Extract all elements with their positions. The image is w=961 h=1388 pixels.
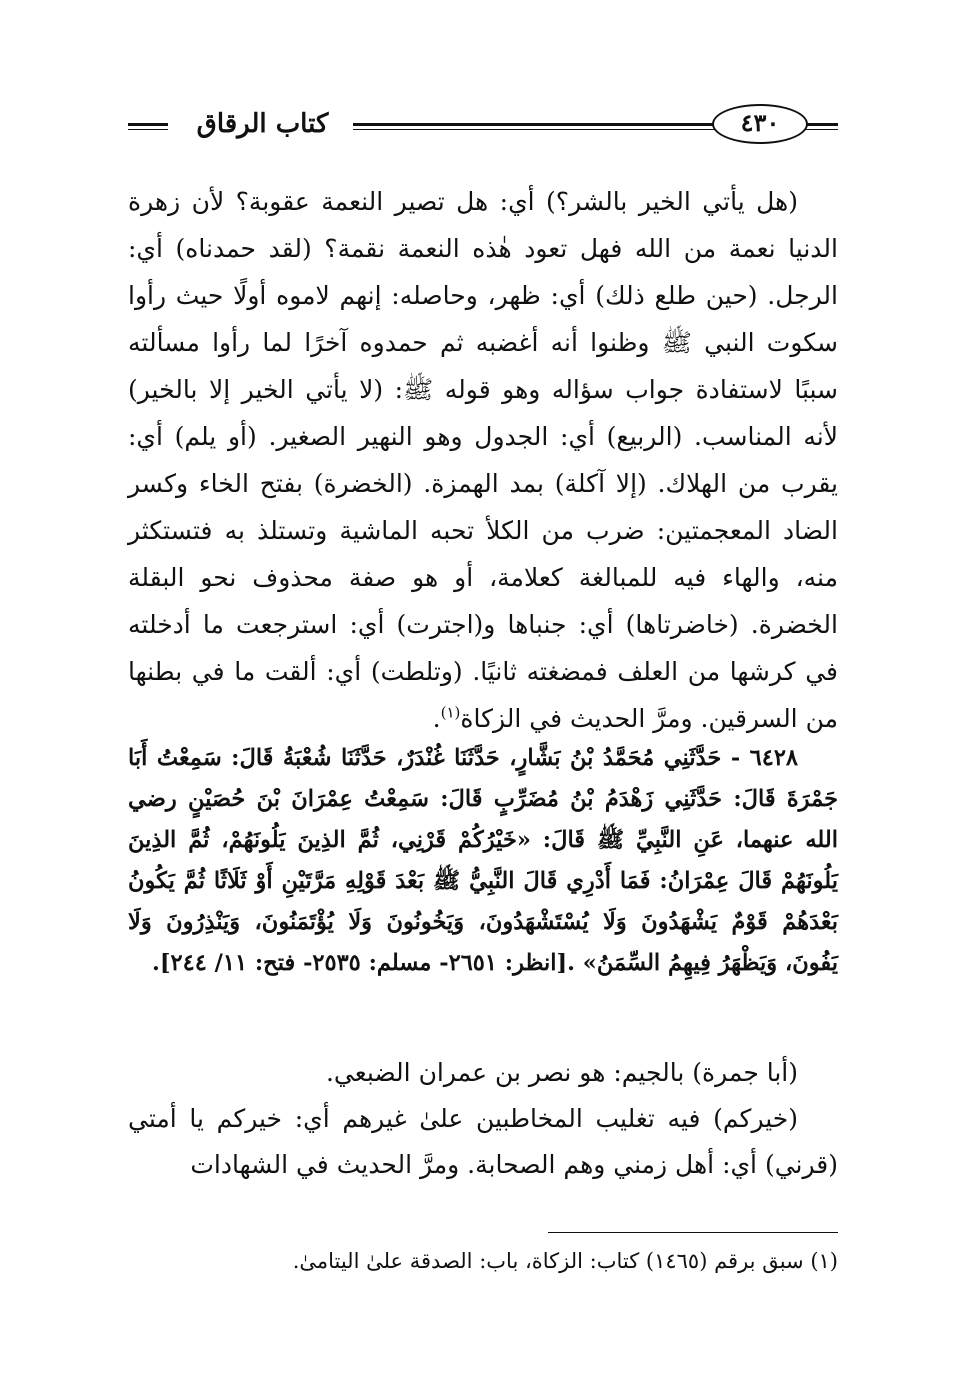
page-header [128, 100, 838, 160]
commentary-section [128, 1050, 838, 1188]
hadith-text [128, 738, 838, 984]
commentary-end: . [432, 704, 441, 733]
footnote-divider [548, 1232, 838, 1233]
hadith-paragraph: ٦٤٢٨ - حَدَّثَنِي مُحَمَّدُ بْنُ بَشَّارٍ، حَدَّثَنَا غُنْدَرٌ، حَدَّثَنَا شُعْبَةُ قَالَ: سَمِعْتُ أَبَا جَمْرَةَ قَالَ: حَدَّثَنِي زَهْدَمُ بْنُ مُضَرِّبٍ قَالَ: سَمِعْتُ عِمْرَانَ بْنَ حُصَيْنٍ رضي الله عنهما، عَنِ النَّبِيِّ ﷺ قَالَ: «خَيْرُكُمْ قَرْنِي، ثُمَّ الذِينَ يَلُونَهُمْ، ثُمَّ الذِينَ يَلُونَهُمْ قَالَ عِمْرَانُ: فَمَا أَدْرِي قَالَ النَّبِيُّ ﷺ بَعْدَ قَوْلِهِ مَرَّتَيْنِ أَوْ ثَلَاثًا ثُمَّ يَكُونُ بَعْدَهُمْ قَوْمٌ يَشْهَدُونَ وَلَا يُسْتَشْهَدُونَ، وَيَخُونُونَ وَلَا يُؤْتَمَنُونَ، وَيَنْذِرُونَ وَلَا يَفُونَ، وَيَظْهَرُ فِيهِمُ السِّمَنُ» .[انظر: ٢٦٥١- مسلم: ٢٥٣٥- فتح: ١١/ ٢٤٤]. [128, 745, 838, 976]
header-rule-left [128, 123, 168, 130]
commentary-text [128, 178, 838, 742]
commentary-paragraph [128, 178, 838, 742]
commentary-line: (أبا جمرة) بالجيم: هو نصر بن عمران الضبعي. [325, 1058, 798, 1087]
commentary-body: (هل يأتي الخير بالشر؟) أي: هل تصير النعمة عقوبة؟ لأن زهرة الدنيا نعمة من الله فهل تعود هٰذه النعمة نقمة؟ (لقد حمدناه) أي: الرجل. (حين طلع ذلك) أي: ظهر، وحاصله: إنهم لاموه أولًا حيث رأوا سكوت النبي ﷺ وظنوا أنه أغضبه ثم حمدوه آخرًا لما رأوا مسألته سببًا لاستفادة جواب سؤاله وهو قوله ﷺ: (لا يأتي الخير إلا بالخير) لأنه المناسب. (الربيع) أي: الجدول وهو النهير الصغير. (أو يلم) أي: يقرب من الهلاك. (إلا آكلة) بمد الهمزة. (الخضرة) بفتح الخاء وكسر الضاد المعجمتين: ضرب من الكلأ تحبه الماشية وتستلذ به فتستكثر منه، والهاء فيه للمبالغة كعلامة، أو هو صفة محذوف نحو البقلة الخضرة. (خاضرتاها) أي: جنباها و(اجترت) أي: استرجعت ما أدخلته في كرشها من العلف فمضغته ثانيًا. (وتلطت) أي: ألقت ما في بطنها من السرقين. ومرَّ الحديث في الزكاة [128, 187, 838, 733]
running-title: كتاب الرقاق [196, 109, 329, 139]
commentary-line: (خيركم) فيه تغليب المخاطبين علىٰ غيرهم أي: خيركم يا أمتي (قرني) أي: أهل زمني وهم الصحابة. ومرَّ الحديث في الشهادات [128, 1104, 838, 1179]
footnote-reference: (١) [440, 703, 461, 722]
footnote: (١) سبق برقم (١٤٦٥) كتاب: الزكاة، باب: الصدقة علىٰ اليتامىٰ. [292, 1249, 838, 1273]
page-number: ٤٣٠ [712, 104, 808, 144]
